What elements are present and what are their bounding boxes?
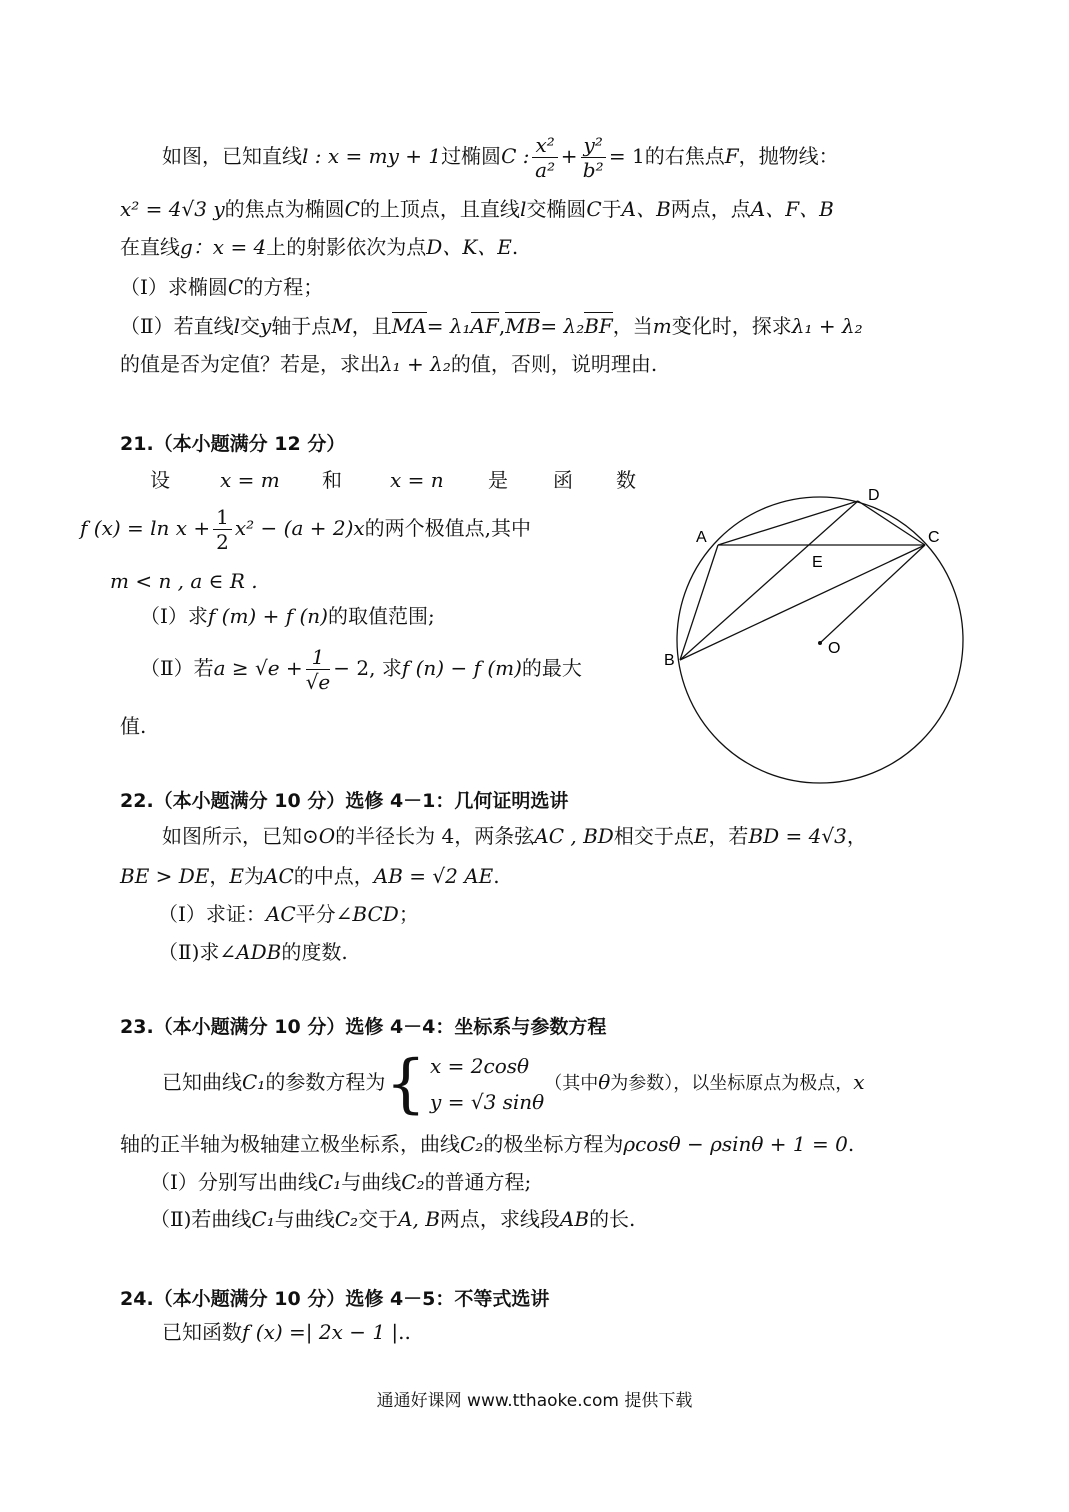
fraction-y2-b2: $\frac{\text{y²}}{\text{b²}}$ xyxy=(581,133,606,182)
label-c: C xyxy=(928,529,940,546)
p23-part2: （Ⅱ)若曲线C₁与曲线C₂交于A, B两点，求线段AB的长. xyxy=(150,1207,636,1231)
p21-part1: （Ⅰ）求f (m) + f (n)的取值范围; xyxy=(140,604,435,628)
p23-line2: 轴的正半轴为极轴建立极坐标系，曲线C₂的极坐标方程为ρcosθ − ρsinθ + 1 = 0. xyxy=(120,1132,855,1156)
p24-line1: 已知函数f (x) =| 2x − 1 |.. xyxy=(162,1320,411,1344)
p24-header: 24.（本小题满分 10 分）选修 4－5：不等式选讲 xyxy=(120,1288,550,1310)
p21-header: 21.（本小题满分 12 分） xyxy=(120,433,346,455)
p21-part2: （Ⅱ）若a ≥ √e + $\frac{1}{√e}$ − 2, 求f (n) − f (m)的最大 xyxy=(140,645,582,694)
label-e: E xyxy=(812,554,823,571)
label-o: O xyxy=(828,640,841,657)
p20-line6: 的值是否为定值？若是，求出λ₁ + λ₂的值，否则，说明理由. xyxy=(120,352,658,376)
p23-part1: （Ⅰ）分别写出曲线C₁与曲线C₂的普通方程; xyxy=(150,1170,532,1194)
label-b: B xyxy=(664,652,675,669)
circle-o xyxy=(677,497,963,783)
p20-line3: 在直线g：x = 4上的射影依次为点D、K、E. xyxy=(120,235,519,259)
chord-ad xyxy=(718,501,858,545)
label-a: A xyxy=(696,529,707,546)
p21-line6: 值. xyxy=(120,714,147,738)
fraction-x2-a2: $\frac{\text{x²}}{\text{a²}}$ xyxy=(532,133,557,182)
chord-bc xyxy=(680,545,925,660)
p22-header: 22.（本小题满分 10 分）选修 4－1：几何证明选讲 xyxy=(120,790,569,812)
brace-icon: { xyxy=(385,1046,427,1121)
p22-part2: （Ⅱ)求∠ADB的度数. xyxy=(158,940,348,964)
label-d: D xyxy=(868,487,880,504)
p22-part1: （Ⅰ）求证：AC平分∠BCD； xyxy=(158,902,419,926)
circle-figure xyxy=(660,480,980,800)
p23-header: 23.（本小题满分 10 分）选修 4－4：坐标系与参数方程 xyxy=(120,1016,607,1038)
p21-line2: f (x) = ln x + $\frac{1}{2}$ x² − (a + 2)x的两个极值点,其中 xyxy=(80,505,532,554)
p23-line1: 已知曲线C₁的参数方程为{ x = 2cosθ y = √3 sinθ （其中θ为参数），以坐标原点为极点，x xyxy=(162,1046,865,1121)
p20-part2: （Ⅱ）若直线l交y轴于点M，且MA= λ₁AF,MB= λ₂BF，当m变化时，探求λ₁ + λ₂ xyxy=(120,314,863,338)
p22-line2: BE > DE，E为AC的中点，AB = √2 AE. xyxy=(120,864,500,888)
p22-line1: 如图所示，已知⊙O的半径长为 4，两条弦AC , BD相交于点E，若BD = 4√3， xyxy=(162,824,867,848)
p20-line2: x² = 4√3 y的焦点为椭圆C的上顶点，且直线l交椭圆C于A、B两点，点A、F、B xyxy=(120,197,834,221)
p20-part1: （Ⅰ）求椭圆C的方程； xyxy=(120,275,324,299)
page-footer: 通通好课网 www.tthaoke.com 提供下载 xyxy=(376,1391,693,1411)
chord-dc xyxy=(858,501,925,545)
p20-line1: 如图，已知直线l : x = my + 1过椭圆C : $\frac{\text{x²}}{\text{a²}}$ + $\frac{\text{y²}}{\text{b²}}$ = 1的右焦点F，抛物线： xyxy=(162,133,839,182)
radius-oc xyxy=(820,545,925,643)
parametric-system: x = 2cosθ y = √3 sinθ xyxy=(430,1053,545,1114)
p21-line3: m < n , a ∈ R . xyxy=(110,569,258,593)
center-dot xyxy=(818,641,822,645)
